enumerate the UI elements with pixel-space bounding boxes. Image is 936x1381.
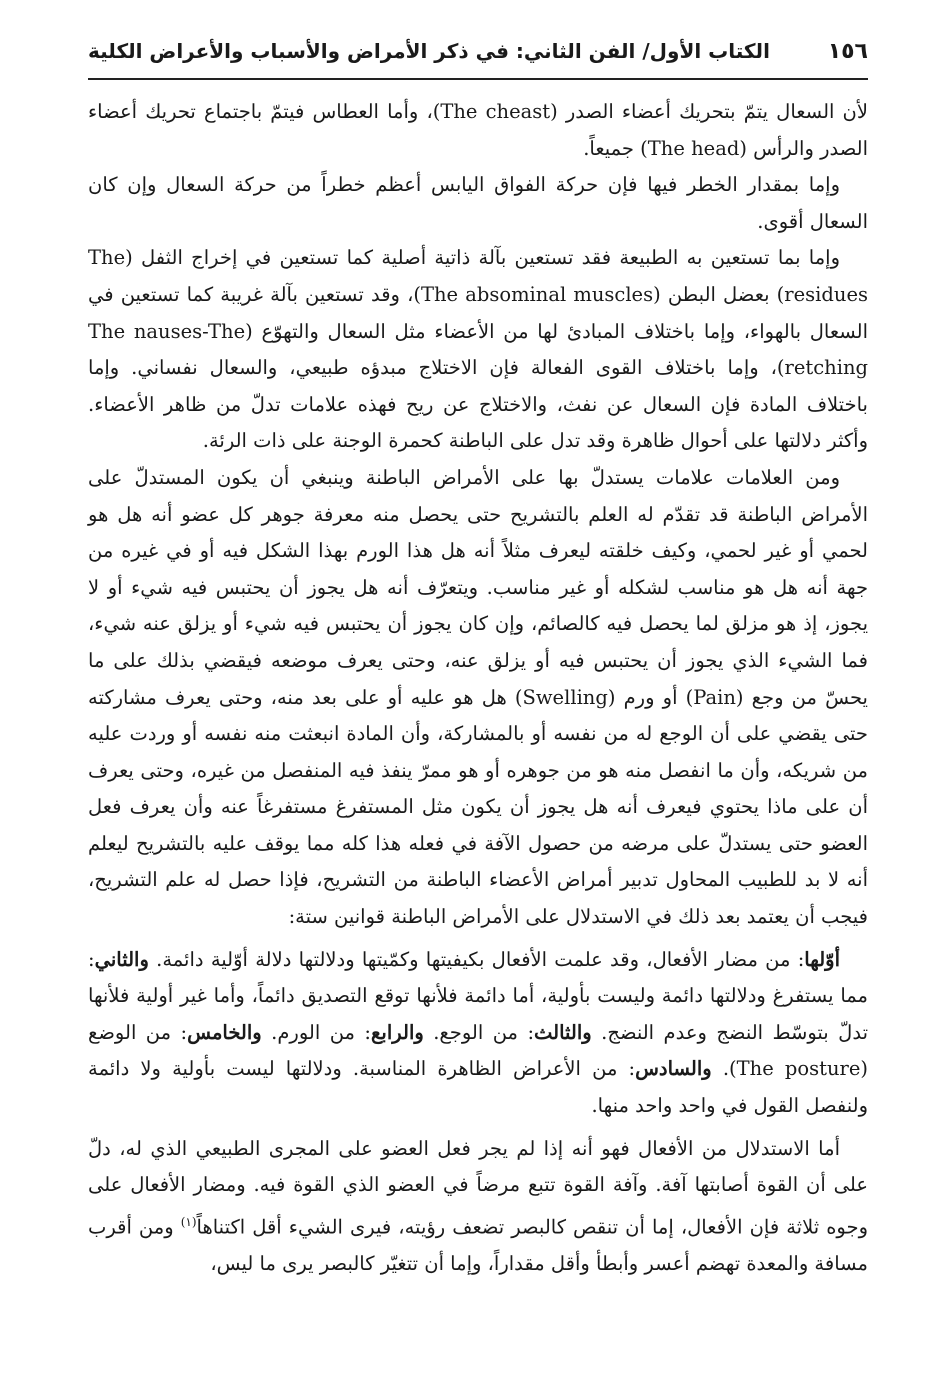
- chapter-title: الكتاب الأول/ الفن الثاني: في ذكر الأمراض والأسباب والأعراض الكلية: [88, 39, 770, 63]
- rule-text: : من الوجع.: [433, 1020, 535, 1044]
- rule-text: : من الأعراض الظاهرة المناسبة. ودلالتها ليست بأولية ولا دائمة ولنفصل القول في واحد واحد منها.: [88, 1057, 868, 1118]
- rule-text: : من الورم.: [271, 1020, 372, 1044]
- footnote-marker[interactable]: (١): [180, 1214, 197, 1229]
- main-text: [88, 94, 868, 1283]
- paragraph-text: أما الاستدلال من الأفعال فهو أنه إذا لم يجر فعل العضو على المجرى الطبيعي الذي له، دلّ على أن القوة أصابتها آفة. وآفة القوة تتبع مرضاً في العضو الذي القوة فيه. ومضار الأفعال على وجوه ثلاثة فإن الأفعال، إما أن تنقص كالبصر تضعف رؤيته، فيرى الشيء أقل اكتناهاً: [88, 1136, 868, 1239]
- rule-text: : من الوضع (The posture).: [88, 1020, 868, 1081]
- rule-text: : مما يستفرغ ودلالتها دائمة وليست بأولية، أما دائمة فلأنها توقع التصديق دائماً، وأما غير أولية فلأنها تدلّ بتوسّط النضج وعدم النضج.: [88, 947, 868, 1044]
- rule-lead: والسادس: [635, 1057, 712, 1081]
- rules-paragraph: [88, 942, 868, 1125]
- rule-lead: والثالث: [534, 1020, 592, 1044]
- header-rule: [88, 78, 868, 80]
- paragraph: ومن العلامات علامات يستدلّ بها على الأمراض الباطنة وينبغي أن يكون المستدلّ على الأمراض الباطنة قد تقدّم له العلم بالتشريح حتى يحصل منه معرفة جوهر كل عضو أنه هل هو لحمي أو غير لحمي، وكيف خلقته ليعرف مثلاً أنه هل هذا الورم بهذا الشكل فيه أو في غيره من جهة أنه هل هو مناسب لشكله أو غير مناسب. ويتعرّف أنه هل يجوز أن يحتبس فيه شيء أو لا يجوز، إذ هو مزلق لما يحصل فيه كالصائم، وإن كان يجوز أن يحتبس فيه شيء أو يزلق عنه شيء، فما الشيء الذي يجوز أن يحتبس فيه أو يزلق عنه، وحتى يعرف موضعه فيقضي بذلك على ما يحسّ من وجع (Pain) أو ورم (Swelling) هل هو عليه أو على بعد منه، وحتى يعرف مشاركته حتى يقضي على أن الوجع له من نفسه أو بالمشاركة، وأن المادة انبعثت منه نفسه أو وردت عليه من شريكه، وأن ما انفصل منه هو من جوهره أو هو ممرّ ينفذ فيه المنفصل من غيره، وحتى يعرف أن على ماذا يحتوي فيعرف أنه هل يجوز أن يكون مثل المستفرغ مستفرغاً عنه وأن يعرف فعل العضو حتى يستدلّ على مرضه من حصول الآفة في فعله هذا كله مما يوقف عليه بالتشريح ليعلم أنه لا بد للطبيب المحاول تدبير أمراض الأعضاء الباطنة من التشريح، فإذا حصل له علم التشريح، فيجب أن يعتمد بعد ذلك في الاستدلال على الأمراض الباطنة قوانين ستة:: [88, 465, 868, 929]
- paragraph: وإما بمقدار الخطر فيها فإن حركة الفواق اليابس أعظم خطراً من حركة السعال وإن كان السعال أقوى.: [88, 173, 868, 233]
- rule-text: : من مضار الأفعال، وقد علمت الأفعال بكيفيتها وكمّيتها ودلالتها دلالة أوّلية دائمة.: [156, 947, 805, 971]
- paragraph: وإما بما تستعين به الطبيعة فقد تستعين بآلة ذاتية أصلية كما تستعين في إخراج الثفل (The residues) بعضل البطن (The absominal muscles)، وقد تستعين بآلة غريبة كما تستعين في السعال بالهواء، وإما باختلاف المبادئ لها من الأعضاء مثل السعال والتهوّع (The nauses-The retching)، وإما باختلاف القوى الفعالة فإن الاختلاج مبدؤه طبيعي، والسعال نفساني. وإما باختلاف المادة فإن السعال عن نفث، والاختلاج عن ريح فهذه علامات تدلّ من ظاهر الأعضاء. وأكثر دلالتها على أحوال ظاهرة وقد تدل على الباطنة كحمرة الوجنة على ذات الرئة.: [88, 246, 868, 453]
- paragraph-text: ومن أقرب مسافة والمعدة تهضم أعسر وأبطأ وأقل مقداراً، وإما أن تتغيّر كالبصر يرى ما ليس،: [88, 1215, 868, 1275]
- rule-lead: والثاني: [94, 947, 149, 971]
- paragraph: لأن السعال يتمّ بتحريك أعضاء الصدر (The cheast)، وأما العطاس فيتمّ باجتماع تحريك أعضاء الصدر والرأس (The head) جميعاً.: [88, 100, 868, 160]
- rule-lead: والرابع: [371, 1020, 424, 1044]
- rule-lead: أوّلها: [804, 947, 840, 971]
- running-header: [88, 28, 868, 74]
- page-number: ١٥٦: [827, 38, 868, 64]
- rule-lead: والخامس: [187, 1020, 262, 1044]
- paragraph: [88, 1131, 868, 1283]
